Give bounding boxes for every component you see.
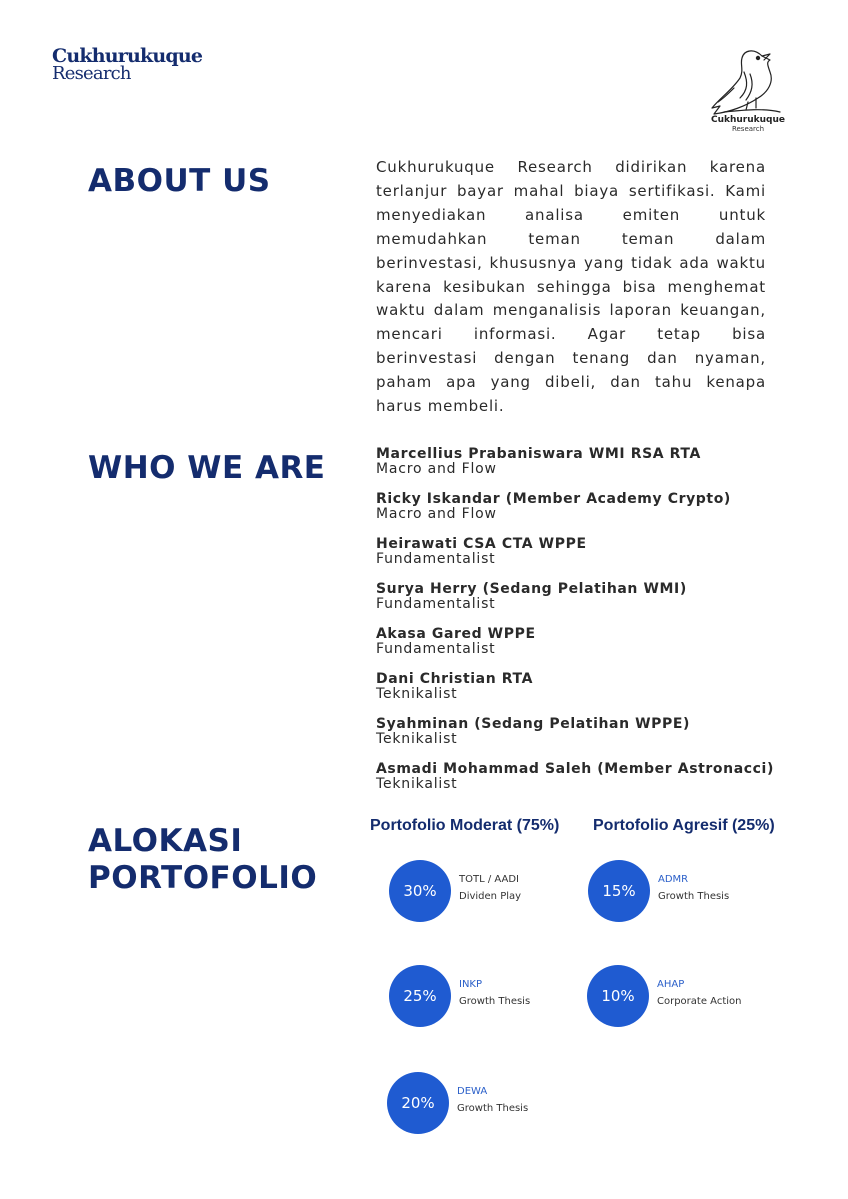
member-name: Heirawati CSA CTA WPPE [376,536,587,552]
member-role: Fundamentalist [376,551,496,567]
allocation-item [389,965,589,1029]
member-role: Fundamentalist [376,641,496,657]
allocation-desc: Corporate Action [657,996,742,1007]
moderate-title: Portofolio Moderat (75%) [370,817,560,834]
member-name: Dani Christian RTA [376,671,534,687]
portfolio-heading [88,823,317,897]
allocation-item [588,860,788,924]
team-member [376,582,826,627]
allocation-percent: 10% [587,965,649,1027]
member-name: Ricky Iskandar (Member Academy Crypto) [376,491,731,507]
member-name: Asmadi Mohammad Saleh (Member Astronacci) [376,761,774,777]
member-role: Teknikalist [376,776,458,792]
team-member [376,492,826,537]
team-member [376,717,826,762]
member-role: Teknikalist [376,686,458,702]
member-name: Akasa Gared WPPE [376,626,536,642]
allocation-item [389,860,589,924]
team-member [376,672,826,717]
allocation-item [587,965,787,1029]
badge-sub: Research [731,125,765,133]
team-list [376,447,826,807]
member-name: Syahminan (Sedang Pelatihan WPPE) [376,716,691,732]
allocation-percent: 30% [389,860,451,922]
aggressive-title: Portofolio Agresif (25%) [593,817,775,834]
allocation-desc: Growth Thesis [459,996,531,1007]
member-role: Fundamentalist [376,596,496,612]
team-heading: WHO WE ARE [88,450,326,486]
member-role: Macro and Flow [376,461,497,477]
allocation-ticker: DEWA [457,1086,488,1097]
portfolio-heading-line1: ALOKASI [88,823,243,859]
team-member [376,447,826,492]
member-role: Macro and Flow [376,506,497,522]
about-heading: ABOUT US [88,163,271,199]
member-role: Teknikalist [376,731,458,747]
brand-logo-line1: Cukhurukuque [52,45,203,67]
allocation-item [387,1072,587,1136]
allocation-ticker: INKP [459,979,483,990]
portfolio-heading-line2: PORTOFOLIO [88,860,318,896]
allocation-percent: 25% [389,965,451,1027]
allocation-ticker: TOTL / AADI [459,874,519,885]
about-text: Cukhurukuque Research didirikan karena terlanjur bayar mahal biaya sertifikasi. Kami menyediakan analisa emiten untuk memudahkan teman teman dalam berinvestasi, khususnya yang tidak ada waktu karena kesibukan sehingga bisa menghemat waktu dalam menganalisis laporan keuangan, mencari informasi. Agar tetap bisa berinvestasi dengan tenang dan nyaman, paham apa yang dibeli, dan tahu kenapa harus membeli. [376,158,766,416]
allocation-percent: 20% [387,1072,449,1134]
team-member [376,627,826,672]
brand-logo [52,45,203,84]
allocation-ticker: ADMR [658,874,689,885]
team-member [376,537,826,582]
member-name: Surya Herry (Sedang Pelatihan WMI) [376,581,687,597]
badge-name: Cukhurukuque [710,115,785,125]
member-name: Marcellius Prabaniswara WMI RSA RTA [376,446,701,462]
brand-logo-line2: Research [52,63,131,84]
allocation-desc: Growth Thesis [457,1103,529,1114]
team-member [376,762,826,807]
allocation-desc: Growth Thesis [658,891,730,902]
allocation-desc: Dividen Play [459,891,522,902]
allocation-percent: 15% [588,860,650,922]
allocation-ticker: AHAP [657,979,685,990]
